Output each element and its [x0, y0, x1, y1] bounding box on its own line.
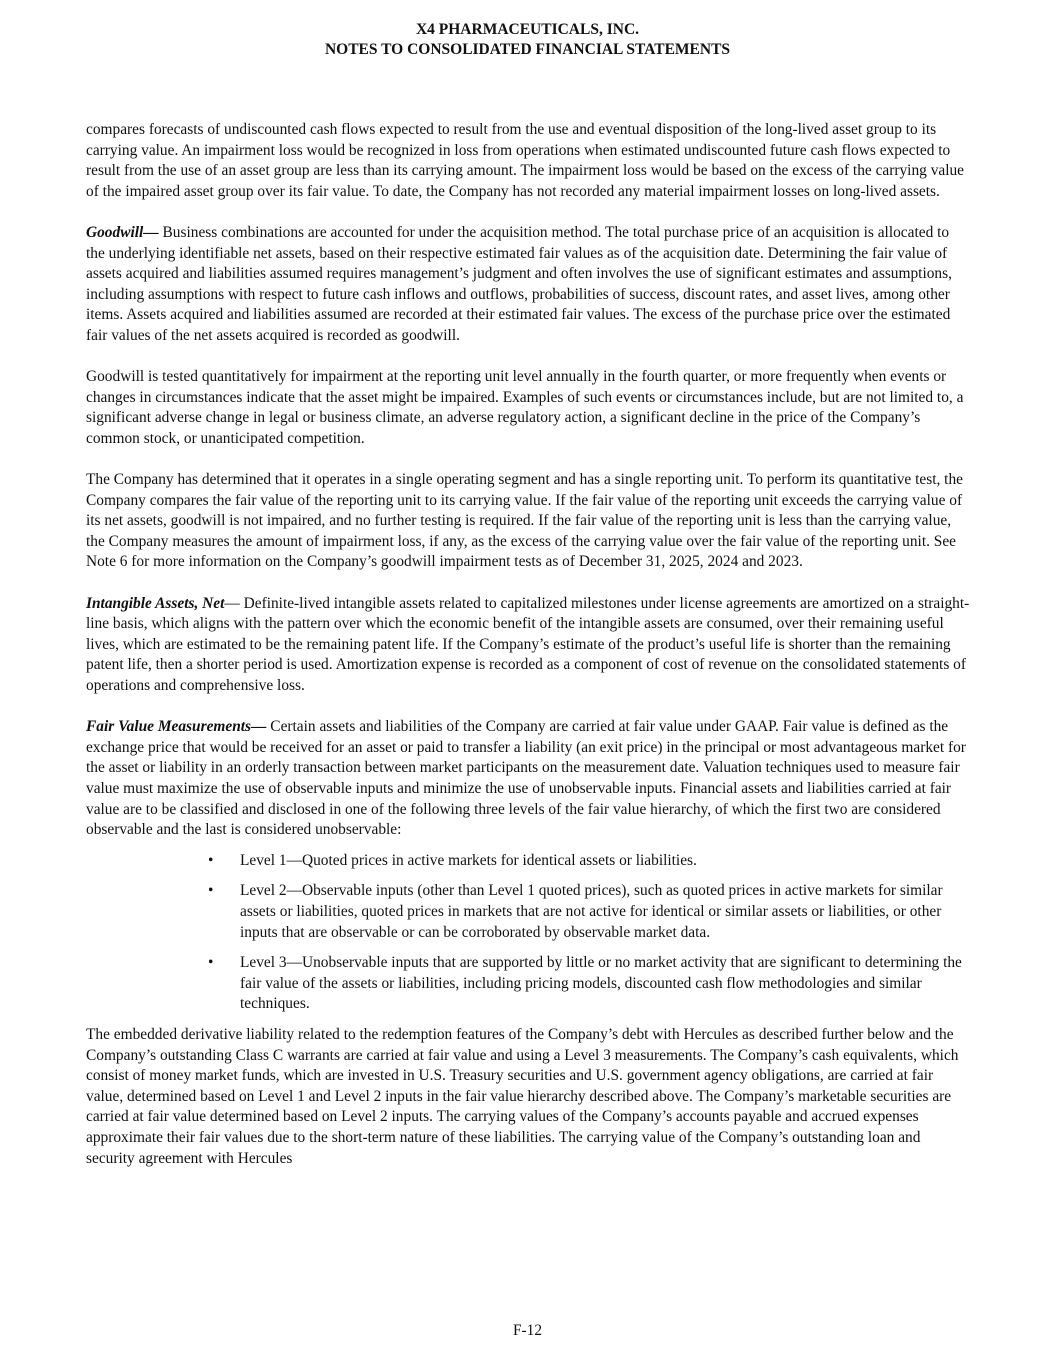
- goodwill-heading: Goodwill—: [86, 223, 159, 241]
- intangible-assets-text: — Definite-lived intangible assets related to capitalized milestones under license agreements are amortized on a straight-line basis, which aligns with the pattern over which the economic benefit of the intangible assets are consumed, over their remaining useful lives, which are estimated to be the remaining patent life. If the Company’s estimate of the product’s useful life is shorter than the remaining patent life, then a shorter period is used. Amortization expense is recorded as a component of cost of revenue on the consolidated statements of operations and comprehensive loss.: [86, 594, 970, 695]
- reporting-unit-paragraph: The Company has determined that it operates in a single operating segment and has a single reporting unit. To perform its quantitative test, the Company compares the fair value of the reporting unit to its carrying value. If the fair value of the reporting unit exceeds the carrying value of its net assets, goodwill is not impaired, and no further testing is required. If the fair value of the reporting unit is less than the carrying value, the Company measures the amount of impairment loss, if any, as the excess of the carrying value over the fair value of the reporting unit. See Note 6 for more information on the Company’s goodwill impairment tests as of December 31, 2025, 2024 and 2023.: [86, 471, 963, 571]
- list-item: [208, 851, 970, 872]
- embedded-derivative-paragraph: The embedded derivative liability related to the redemption features of the Company’s debt with Hercules as described further below and the Company’s outstanding Class C warrants are carried at fair value and using a Level 3 measurements. The Company’s cash equivalents, which consist of money market funds, which are invested in U.S. Treasury securities and U.S. government agency obligations, are carried at fair value, determined based on Level 1 and Level 2 inputs in the fair value hierarchy described above. The Company’s marketable securities are carried at fair value determined based on Level 2 inputs. The carrying values of the Company’s accounts payable and accrued expenses approximate their fair values due to the short-term nature of these liabilities. The carrying value of the Company’s outstanding loan and security agreement with Hercules: [86, 1025, 959, 1167]
- document-title: NOTES TO CONSOLIDATED FINANCIAL STATEMENTS: [324, 41, 731, 58]
- fair-value-levels-list: [86, 851, 970, 1015]
- goodwill-paragraph: [86, 223, 970, 347]
- fair-value-paragraph: [86, 717, 970, 841]
- intangible-assets-heading: Intangible Assets, Net: [86, 594, 225, 612]
- page-header: [0, 20, 1055, 60]
- level-2-text: Level 2—Observable inputs (other than Level 1 quoted prices), such as quoted prices in active markets for similar assets or liabilities, quoted prices in markets that are not active for identical or similar assets or liabilities, or other inputs that are observable or can be corroborated by observable market data.: [240, 882, 943, 941]
- bullet-icon: •: [208, 882, 214, 900]
- list-item: [208, 881, 970, 943]
- intangible-assets-paragraph: [86, 594, 970, 697]
- company-name: X4 PHARMACEUTICALS, INC.: [415, 21, 640, 38]
- bullet-icon: •: [208, 851, 214, 869]
- notes-body: [86, 120, 970, 1190]
- long-lived-assets-paragraph: compares forecasts of undiscounted cash flows expected to result from the use and eventual disposition of the long-lived asset group to its carrying value. An impairment loss would be recognized in loss from operations when estimated undiscounted future cash flows expected to result from the use of an asset group are less than its carrying amount. The impairment loss would be based on the excess of the carrying value of the impaired asset group over its fair value. To date, the Company has not recorded any material impairment losses on long-lived assets.: [86, 121, 965, 200]
- level-3-text: Level 3—Unobservable inputs that are supported by little or no market activity that are significant to determining the fair value of the assets or liabilities, including pricing models, discounted cash flow methodologies and similar techniques.: [240, 954, 962, 1013]
- fair-value-text: Certain assets and liabilities of the Company are carried at fair value under GAAP. Fair value is defined as the exchange price that would be received for an asset or paid to transfer a liability (an exit price) in the principal or most advantageous market for the asset or liability in an orderly transaction between market participants on the measurement date. Valuation techniques used to measure fair value must maximize the use of observable inputs and minimize the use of unobservable inputs. Financial assets and liabilities carried at fair value are to be classified and disclosed in one of the following three levels of the fair value hierarchy, of which the first two are considered observable and the last is considered unobservable:: [86, 718, 966, 839]
- goodwill-testing-paragraph: Goodwill is tested quantitatively for impairment at the reporting unit level annually in the fourth quarter, or more frequently when events or changes in circumstances indicate that the asset might be impaired. Examples of such events or circumstances include, but are not limited to, a significant adverse change in legal or business climate, an adverse regulatory action, a significant decline in the price of the Company’s common stock, or unanticipated competition.: [86, 368, 964, 447]
- bullet-icon: •: [208, 954, 214, 972]
- list-item: [208, 953, 970, 1015]
- page-number: F-12: [512, 1322, 543, 1339]
- fair-value-heading: Fair Value Measurements—: [86, 718, 267, 736]
- level-1-text: Level 1—Quoted prices in active markets for identical assets or liabilities.: [240, 851, 697, 869]
- goodwill-text: Business combinations are accounted for under the acquisition method. The total purchase price of an acquisition is allocated to the underlying identifiable net assets, based on their respective estimated fair values as of the acquisition date. Determining the fair value of assets acquired and liabilities assumed requires management’s judgment and often involves the use of significant estimates and assumptions, including assumptions with respect to future cash inflows and outflows, probabilities of success, discount rates, and asset lives, among other items. Assets acquired and liabilities assumed are recorded at their estimated fair values. The excess of the purchase price over the estimated fair values of the net assets acquired is recorded as goodwill.: [86, 223, 952, 344]
